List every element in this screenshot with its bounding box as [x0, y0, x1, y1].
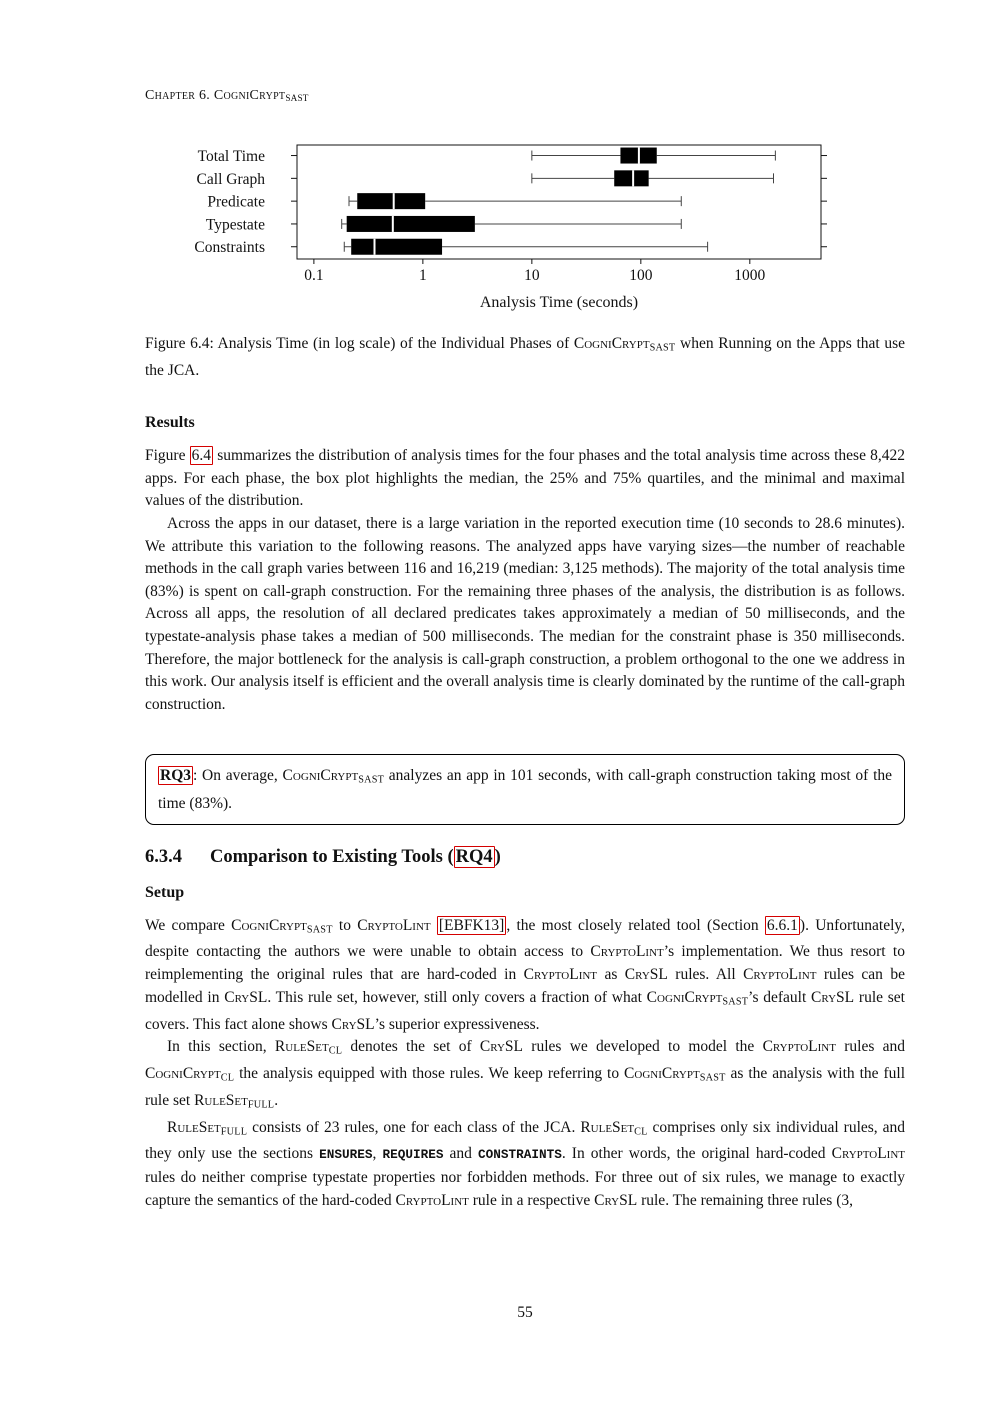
- figure-caption: Figure 6.4: Analysis Time (in log scale) of the Individual Phases of CogniCryptSAST when Running on the Apps that use the JCA.: [145, 335, 905, 380]
- category-label: Call Graph: [196, 170, 265, 188]
- figure-6-4: [145, 142, 905, 382]
- rq3-callout: RQ3 : On average, CogniCryptSAST analyzes an app in 101 seconds, with call-graph construction taking most of the time (83%).: [145, 754, 905, 824]
- sub-text: SAST: [306, 923, 333, 935]
- section-heading: [145, 847, 905, 868]
- sub-text: SAST: [722, 995, 749, 1007]
- sc-text: RuleSet: [580, 1118, 635, 1136]
- section-title: Comparison to Existing Tools ( RQ4 ): [210, 846, 501, 867]
- category-label: Predicate: [207, 193, 265, 211]
- sc-text: Chapter: [145, 88, 196, 103]
- box-constraints: [194, 239, 827, 257]
- results-heading: Results: [145, 414, 195, 432]
- sub-text: FULL: [220, 1125, 248, 1137]
- sc-text: RuleSet: [274, 1038, 329, 1056]
- sc-text: CogniCrypt: [646, 988, 723, 1006]
- box-total-time: [198, 148, 827, 166]
- iqr-box: [614, 170, 648, 186]
- x-tick-label: 1000: [734, 267, 766, 284]
- sub-text: CL: [634, 1125, 648, 1137]
- tt-text: REQUIRES: [382, 1147, 444, 1163]
- iqr-box: [357, 193, 425, 209]
- sub-text: CL: [220, 1072, 235, 1084]
- sc-text: CrySL: [811, 988, 855, 1006]
- setup-heading: Setup: [145, 883, 185, 901]
- link-661[interactable]: 6.6.1: [766, 916, 798, 934]
- sc-text: CryptoLint: [523, 966, 598, 984]
- x-axis-label: Analysis Time (seconds): [479, 294, 639, 311]
- sc-text: CryptoLint: [395, 1191, 469, 1209]
- paragraph-setup-3: RuleSetFULL consists of 23 rules, one for each class of the JCA. RuleSetCL comprises only six individual rules, and they only use the sections ENSURES, REQUIRES and CONSTRAINTS. In other words, the original hard-coded CryptoLint rules do neither comprise typestate properties nor forbidden methods. For three out of six rules, we manage to exactly capture the semantics of the hard-coded CryptoLint rule in a respective CrySL rule. The remaining three rules (3,: [145, 1118, 906, 1209]
- sc-text: CogniCrypt: [231, 916, 307, 934]
- x-tick-label: 0.1: [304, 267, 324, 284]
- sc-text: CryptoLint: [357, 916, 431, 934]
- x-tick-label: 1: [418, 267, 427, 284]
- sc-text: CogniCrypt: [624, 1064, 700, 1082]
- sub-text: SAST: [358, 774, 385, 786]
- x-tick-label: 10: [524, 267, 540, 284]
- sc-text: CryptoLint: [762, 1038, 836, 1056]
- section-number: 6.3.4: [145, 846, 182, 867]
- link-64[interactable]: 6.4: [191, 447, 212, 465]
- link-ebfk13[interactable]: [EBFK13]: [438, 916, 505, 934]
- box-predicate: [207, 193, 827, 211]
- sc-text: RuleSet: [194, 1091, 248, 1109]
- category-label: Typestate: [205, 216, 265, 234]
- sc-text: RuleSet: [167, 1118, 221, 1136]
- link-rq4[interactable]: RQ4: [455, 846, 493, 867]
- sc-text: CogniCrypt: [282, 767, 359, 785]
- sub-text: SAST: [649, 342, 676, 354]
- x-tick-label: 100: [629, 267, 653, 284]
- sub-text: SAST: [285, 93, 309, 104]
- analysis-time-boxplot: [145, 142, 905, 312]
- sc-text: CogniCrypt: [213, 88, 286, 103]
- page-number: 55: [517, 1304, 533, 1321]
- sc-text: CryptoLint: [743, 966, 817, 984]
- paragraph-setup-2: In this section, RuleSetCL denotes the set of CrySL rules we developed to model the CryptoLint rules and CogniCryptCL the analysis equipped with those rules. We keep referring to CogniCryptSAST as the analysis with the full rule set RuleSetFULL.: [145, 1038, 906, 1111]
- sub-text: CL: [328, 1045, 343, 1057]
- sc-text: CrySL: [331, 1015, 375, 1033]
- sc-text: CrySL: [594, 1191, 638, 1209]
- sc-text: CogniCrypt: [573, 335, 650, 352]
- sc-text: CrySL: [224, 988, 268, 1006]
- category-label: Total Time: [197, 148, 265, 166]
- sub-text: SAST: [699, 1072, 726, 1084]
- iqr-box: [347, 216, 475, 232]
- paragraph-results-1: Figure 6.4 summarizes the distribution of analysis times for the four phases and the total analysis time across these 8,422 apps. For each phase, the box plot highlights the median, the 25% and 75% quartiles, and the minimal and maximal values of the distribution.: [145, 447, 906, 510]
- sub-text: FULL: [247, 1099, 275, 1111]
- category-label: Constraints: [194, 239, 265, 257]
- box-call-graph: [197, 170, 827, 188]
- running-header: Chapter 6. CogniCryptSAST: [145, 88, 309, 104]
- tt-text: ENSURES: [319, 1147, 373, 1163]
- link-rq3[interactable]: RQ3: [160, 767, 191, 785]
- sc-text: CrySL: [479, 1038, 524, 1056]
- iqr-box: [351, 239, 442, 255]
- sc-text: CryptoLint: [590, 943, 664, 961]
- paragraph-setup-1: We compare CogniCryptSAST to CryptoLint [EBFK13] , the most closely related tool (Section 6.6.1 ). Unfortunately, despite contacting the authors we were unable to obtain access to CryptoLint’s implementation. We thus resort to reimplementing the original rules that are hard-coded in CryptoLint as CrySL rules. All CryptoLint rules can be modelled in CrySL. This rule set, however, still only covers a fraction of what CogniCryptSAST’s default CrySL rule set covers. This fact alone shows CrySL’s superior expressiveness.: [145, 916, 906, 1033]
- sc-text: CryptoLint: [831, 1145, 906, 1163]
- tt-text: CONSTRAINTS: [478, 1147, 562, 1163]
- sc-text: CrySL: [624, 966, 668, 984]
- paragraph-results-2: Across the apps in our dataset, there is a large variation in the reported execution time (10 seconds to 28.6 minutes). We attribute this variation to the following reasons. The analyzed apps have varying sizes—the number of reachable methods in the call graph varies between 116 and 16,219 (median: 3,125 methods). The majority of the total analysis time (83%) is spent on call-graph construction. For the remaining three phases of the analysis, the distribution is as follows. Across all apps, the resolution of all declared predicates takes approximately a median of 50 milliseconds, and the typestate-analysis phase takes a median of 500 milliseconds. The median for the constraint phase is 350 milliseconds. Therefore, the major bottleneck for the analysis is call-graph construction, a problem orthogonal to the one we address in this work. Our analysis itself is efficient and the overall analysis time is clearly dominated by the runtime of the call-graph construction.: [145, 515, 905, 713]
- sc-text: CogniCrypt: [145, 1064, 221, 1082]
- box-typestate: [206, 216, 827, 234]
